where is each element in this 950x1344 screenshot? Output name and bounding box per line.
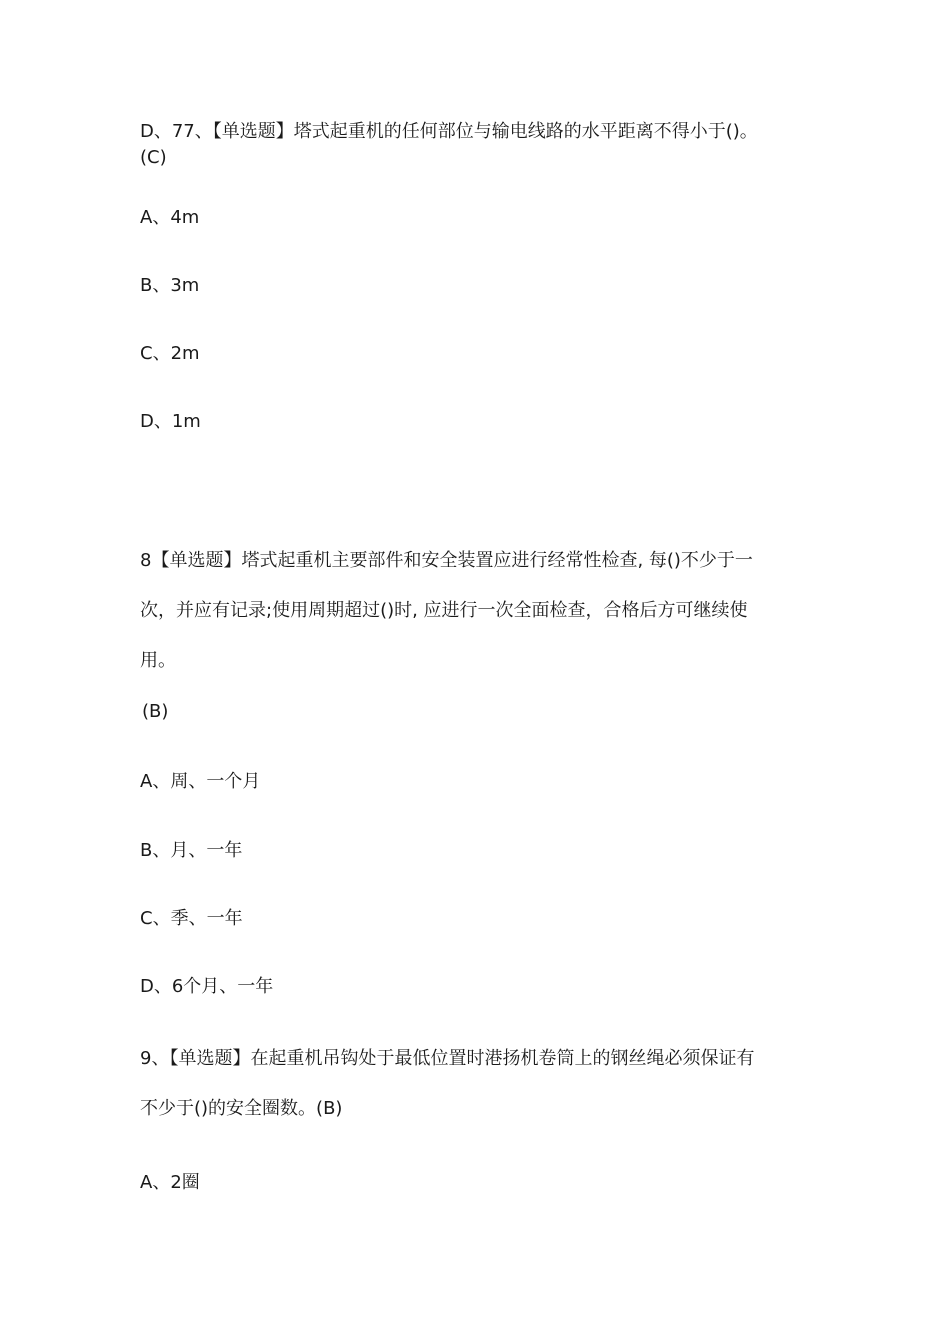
option-a: A、2圈 [140, 1172, 200, 1193]
option-c: C、季、一年 [140, 908, 243, 929]
option-a: A、周、一个月 [140, 771, 261, 792]
question-answer: (B) [142, 701, 169, 722]
option-b: B、3m [140, 275, 200, 296]
option-a: A、4m [140, 207, 200, 228]
option-d: D、6个月、一年 [140, 976, 274, 997]
question-stem: 次，并应有记录;使用周期超过()时, 应进行一次全面检查，合格后方可继续使 [140, 600, 748, 621]
question-stem: 不少于()的安全圈数。(B) [140, 1098, 343, 1119]
question-stem: 用。 [140, 650, 176, 671]
option-b: B、月、一年 [140, 840, 243, 861]
question-stem: D、77、【单选题】塔式起重机的任何部位与输电线路的水平距离不得小于()。 [140, 121, 758, 142]
option-d: D、1m [140, 411, 201, 432]
question-answer: (C) [140, 147, 167, 168]
question-stem: 8【单选题】塔式起重机主要部件和安全装置应进行经常性检查, 每()不少于一 [140, 550, 753, 571]
option-c: C、2m [140, 343, 200, 364]
question-stem: 9、【单选题】在起重机吊钩处于最低位置时港扬机卷筒上的钢丝绳必须保证有 [140, 1048, 755, 1069]
